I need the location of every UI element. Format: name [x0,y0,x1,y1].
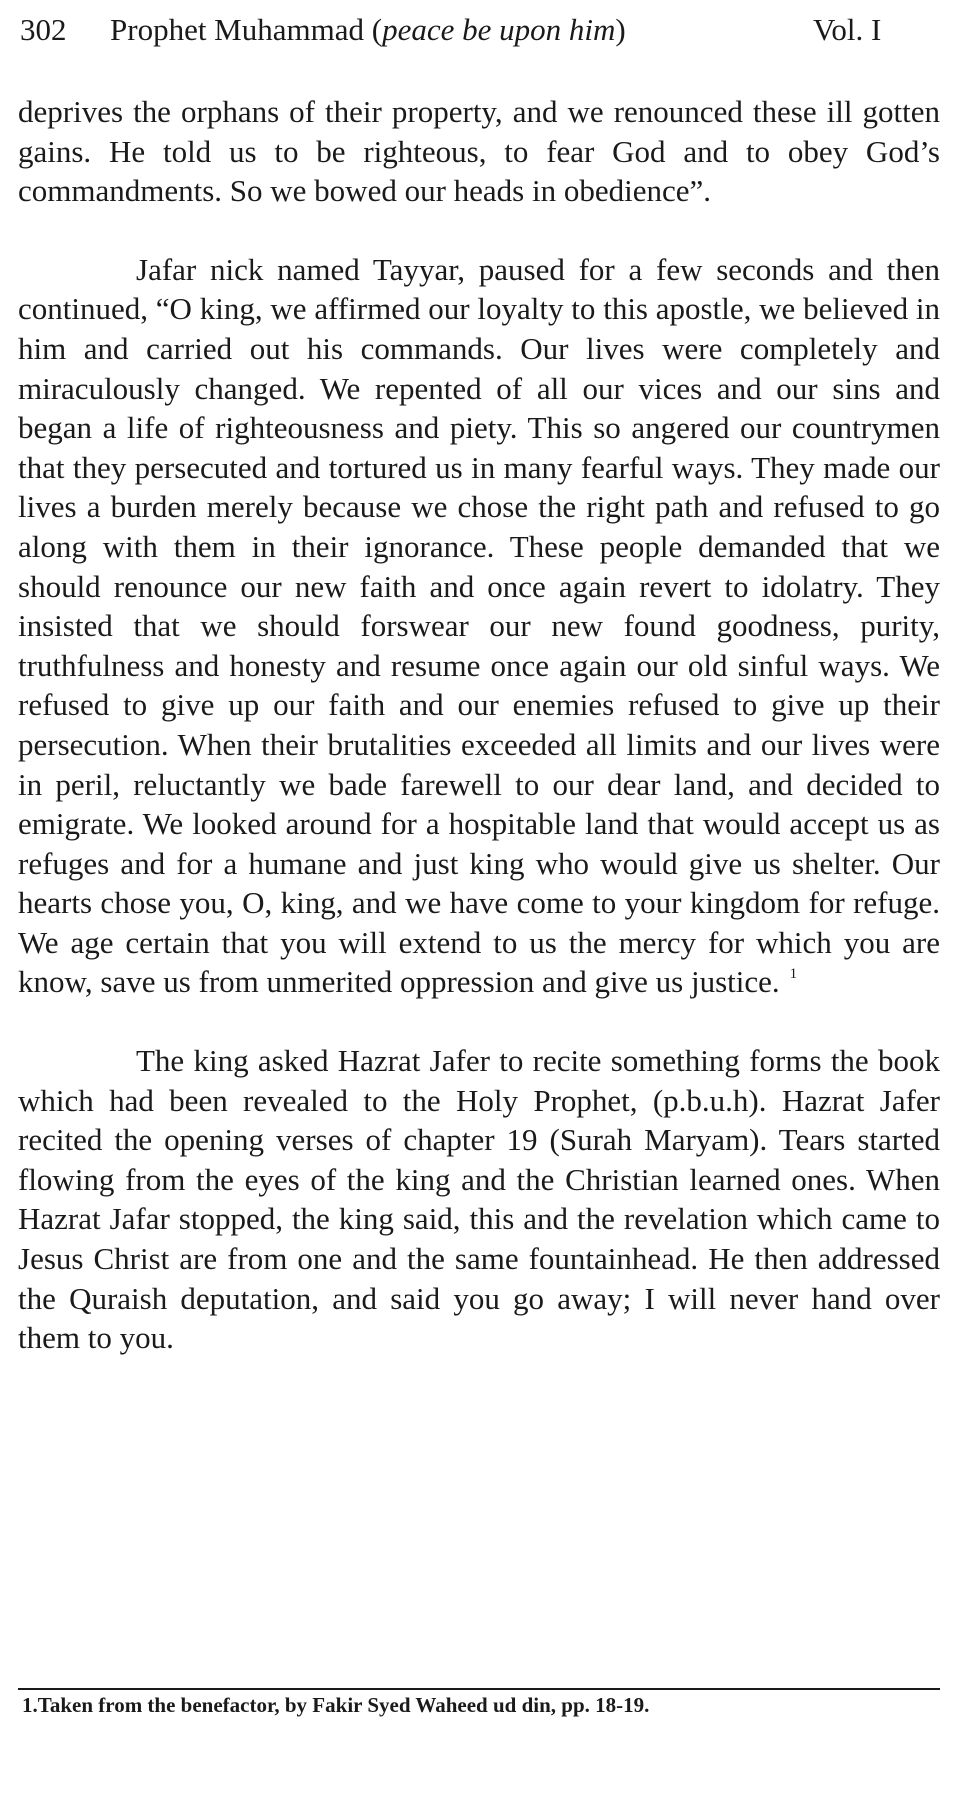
paragraph-3: The king asked Hazrat Jafer to recite something forms the book which had been revealed to the Holy Prophet, (p.b.u.h). Hazrat Jafer recited the opening verses of chapter 19 (Surah Maryam). Tears started flowing from the eyes of the king and the Christian learned ones. When Hazrat Jafar stopped, the king said, this and the revelation which came to Jesus Christ are from one and the same fountainhead. He then addressed the Quraish deputation, and said you go away; I will never hand over them to you. [18,1043,940,1356]
book-title-prefix: Prophet Muhammad ( [110,12,383,47]
running-header [18,8,940,52]
footnote: 1.Taken from the benefactor, by Fakir Syed Waheed ud din, pp. 18-19. [22,1693,650,1717]
volume-label: Vol. I [813,12,882,47]
book-title [110,8,626,52]
paragraph-1: deprives the orphans of their property, and we renounced these ill gotten gains. He told us to be righteous, to fear God and to obey God’s commandments. So we bowed our heads in obedience”. [18,94,940,209]
footnote-reference: 1 [789,966,798,983]
paragraph-2 [18,250,940,1002]
paragraph-2-text: Jafar nick named Tayyar, paused for a few seconds and then continued, “O king, we affirmed our loyalty to this apostle, we believed in him and carried out his commands. Our lives were completely and miraculously changed. We repented of all our vices and our sins and began a life of righteousness and piety. This so angered our countrymen that they persecuted and tortured us in many fearful ways. They made our lives a burden merely because we chose the right path and refused to go along with them in their ignorance. These people demanded that we should renounce our new faith and once again revert to idolatry. They insisted that we should forswear our new found goodness, purity, truthfulness and honesty and resume once again our old sinful ways. We refused to give up our faith and our enemies refused to give up their persecution. When their brutalities exceeded all limits and our lives were in peril, reluctantly we bade farewell to our dear land, and decided to emigrate. We looked around for a hospitable land that would accept us as refuges and for a humane and just king who would give us shelter. Our hearts chose you, O, king, and we have come to your kingdom for refuge. We age certain that you will extend to us the mercy for which you are know, save us from unmerited oppression and give us justice. [18,251,940,1000]
body-text [18,92,940,1358]
page-number: 302 [20,12,67,47]
book-title-italic: peace be upon him [382,12,616,47]
book-title-suffix: ) [615,12,626,47]
book-page [18,0,940,1796]
